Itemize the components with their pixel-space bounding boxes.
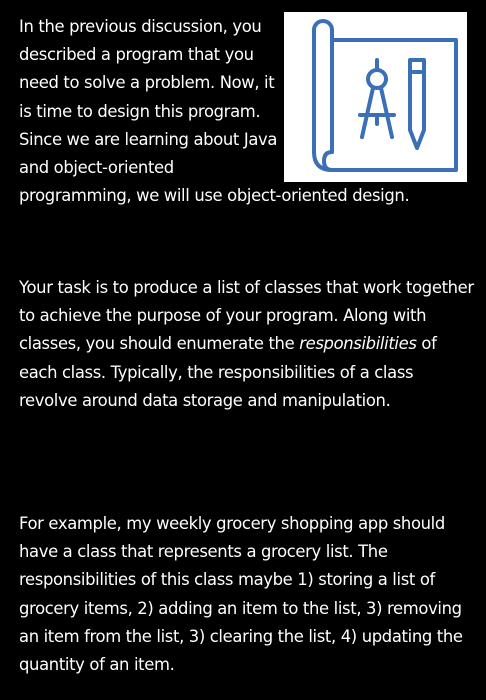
- intro-line-6: and object-oriented: [19, 158, 174, 178]
- task-paragraph: [19, 274, 474, 415]
- intro-line-1: In the previous discussion, you: [19, 17, 262, 36]
- example-paragraph: For example, my weekly grocery shopping app should have a class that represents a grocery list. The responsibilities of this class maybe 1) storing a list of grocery items, 2) adding an item to the list, 3) removing an item from the list, 3) clearing the list, 4) updating the quantity of an item.: [19, 514, 463, 675]
- intro-paragraph-tail: programming, we will use object-oriented design.: [19, 186, 410, 205]
- task-text-part-2: of each class. Typically, the responsibilities of a class revolve around data storage and manipulation.: [19, 334, 437, 410]
- intro-line-2: described a program that you: [19, 45, 254, 65]
- intro-line-3: need to solve a problem. Now, it: [19, 73, 275, 93]
- blueprint-figure: [284, 12, 467, 182]
- intro-line-4: is time to design this program.: [19, 101, 261, 121]
- intro-line-5: Since we are learning about Java: [19, 129, 278, 149]
- blueprint-compass-pencil-icon: [284, 12, 467, 182]
- task-text-part-1: Your task is to produce a list of classes that work together to achieve the purpose of your program. Along with classes, you should enumerate the: [19, 278, 474, 354]
- intro-paragraph: [19, 13, 289, 182]
- responsibilities-emphasis: responsibilities: [299, 334, 417, 354]
